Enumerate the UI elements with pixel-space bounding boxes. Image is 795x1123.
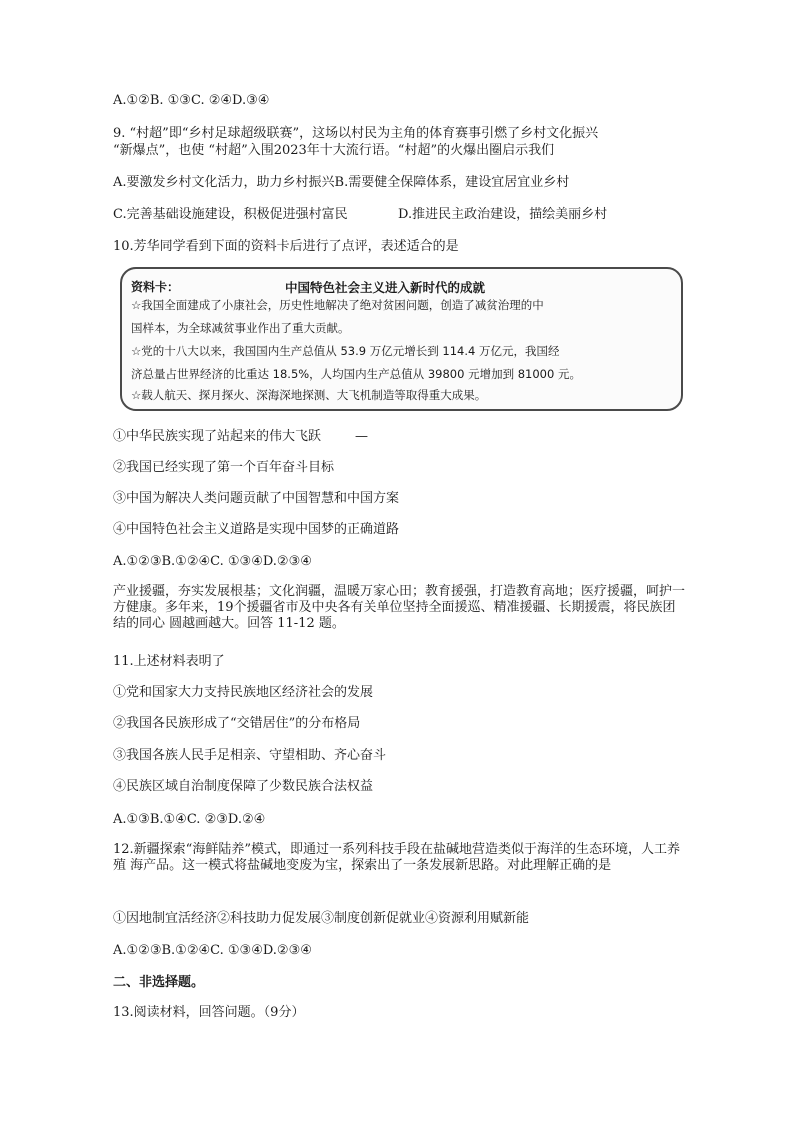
q11-statement-2: ②我国各民族形成了“交错居住”的分布格局 (113, 716, 361, 731)
q12-statements: ①因地制宜活经济②科技助力促发展③制度创新促就业④资源利用赋新能 (113, 911, 530, 926)
card-title: 中国特色社会主义进入新时代的成就 (285, 280, 486, 295)
section-heading: 二、非选择题。 (113, 975, 205, 990)
q12-stem: 12.新疆探索“海鲜陆养”模式，即通过一系列科技手段在盐碱地营造类似于海洋的生态环境，人工养殖 海产品。这一模式将盐碱地变废为宝，探索出了一条发展新思路。对此理解正确的是 (113, 842, 680, 873)
q9-stem-line2: “新爆点”，也使 “村超”入围2023年十大流行语。“村超”的火爆出圈启示我们 (113, 143, 555, 158)
q10-statement-2: ②我国已经实现了第一个百年奋斗目标 (113, 460, 335, 475)
stray-dash: — (355, 429, 368, 444)
material-paragraph: 产业援疆，夯实发展根基；文化润疆，温暖万家心田；教育援强，打造教育高地；医疗援疆，呵护一方健康。多年来，19个援疆省市及中央各有关单位坚持全面援巡、精准援疆、长期援震，将民族团结的同心 圆越画越大。回答 11-12 题。 (113, 584, 686, 631)
q11-statement-4: ④民族区域自治制度保障了少数民族合法权益 (113, 779, 374, 794)
q11-options: A.①③B.①④C. ②③D.②④ (113, 812, 266, 827)
q10-statement-3: ③中国为解决人类问题贡献了中国智慧和中国方案 (113, 491, 400, 506)
q11-statement-3: ③我国各族人民手足相亲、守望相助、齐心奋斗 (113, 748, 387, 763)
q11-stem: 11.上述材料表明了 (113, 654, 225, 669)
card-row: 济总量占世界经济的比重达 18.5%，人均国内生产总值从 39800 元增加到 81000 元。 (131, 367, 581, 381)
q9-stem-line1: 9. “村超”即“乡村足球超级联赛”，这场以村民为主角的体育赛事引燃了乡村文化振兴 (113, 126, 599, 141)
card-row: 国样本，为全球减贫事业作出了重大贡献。 (131, 321, 350, 335)
q10-statement-4: ④中国特色社会主义道路是实现中国梦的正确道路 (113, 522, 400, 537)
q12-options: A.①②③B.①②④C. ①③④D.②③④ (113, 943, 312, 958)
q10-statement-1: ①中华民族实现了站起来的伟大飞跃 (113, 429, 322, 444)
card-row: ☆我国全面建成了小康社会，历史性地解决了绝对贫困问题，创造了减贫治理的中 (131, 298, 544, 312)
q9-option-d: D.推进民主政治建设，描绘美丽乡村 (398, 207, 608, 222)
q10-options: A.①②③B.①②④C. ①③④D.②③④ (113, 554, 312, 569)
q13-stem: 13.阅读材料，回答问题。（9分） (113, 1005, 305, 1020)
q11-statement-1: ①党和国家大力支持民族地区经济社会的发展 (113, 685, 374, 700)
card-row: ☆党的十八大以来，我国国内生产总值从 53.9 万亿元增长到 114.4 万亿元，我国经 (131, 344, 560, 358)
q9-option-c: C.完善基础设施建设，积极促进强村富民 (113, 207, 348, 222)
material-card (120, 267, 683, 411)
q10-stem: 10.芳华同学看到下面的资料卡后进行了点评，表述适合的是 (113, 239, 459, 254)
card-row: ☆载人航天、探月探火、深海深地探测、大飞机制造等取得重大成果。 (131, 388, 487, 402)
card-label: 资料卡： (131, 280, 180, 294)
q8-options: A.①②B. ①③C. ②④D.③④ (113, 93, 270, 108)
q9-options-row1: A.要激发乡村文化活力，助力乡村振兴B.需要健全保障体系，建设宜居宜业乡村 (113, 175, 570, 190)
